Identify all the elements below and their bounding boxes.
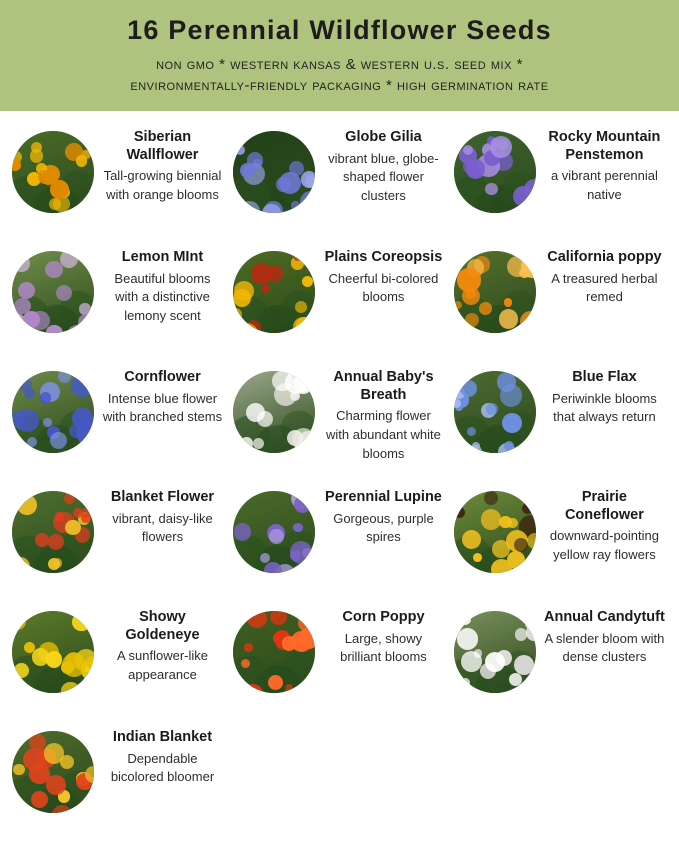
flower-description: Dependable bicolored bloomer: [110, 750, 215, 785]
flower-item: [8, 241, 229, 361]
flower-name: Plains Coreopsis: [324, 249, 443, 266]
flower-description: vibrant blue, globe-shaped flower clusters: [328, 150, 439, 204]
siberian-wallflower-photo: [12, 131, 94, 213]
lemon-mint-photo: [12, 251, 94, 333]
showy-goldeneye-photo: [12, 611, 94, 693]
flower-name: Cornflower: [124, 369, 201, 386]
flower-name: Blue Flax: [572, 369, 637, 386]
flower-description: Intense blue flower with branched stems: [102, 390, 223, 425]
flower-name: Lemon MInt: [121, 249, 204, 266]
cornflower-photo: [12, 371, 94, 453]
flower-name: Corn Poppy: [342, 609, 425, 626]
header-subtitle-line-1: non gmo * western kansas & western u.s. seed mix *: [156, 55, 523, 73]
flower-text: [315, 247, 446, 307]
page-title: 16 Perennial Wildflower Seeds: [127, 15, 552, 45]
flower-item: [229, 361, 450, 481]
flower-item: [8, 361, 229, 481]
flower-name: Blanket Flower: [110, 489, 215, 506]
flower-name: Indian Blanket: [112, 729, 213, 746]
flower-description: Beautiful blooms with a distinctive lemony scent: [114, 270, 211, 324]
flower-item: [229, 481, 450, 601]
flower-description: Charming flower with abundant white blooms: [325, 407, 441, 461]
flower-text: [315, 607, 446, 667]
flower-name: Globe Gilia: [345, 129, 422, 146]
flower-item: [8, 121, 229, 241]
flower-description: A slender bloom with dense clusters: [544, 630, 665, 665]
flower-description: Cheerful bi-colored blooms: [328, 270, 439, 305]
flower-description: a vibrant perennial native: [550, 167, 658, 202]
header-banner: [0, 0, 679, 111]
flower-text: [536, 127, 667, 204]
flower-item: [450, 241, 671, 361]
indian-blanket-photo: [12, 731, 94, 813]
flower-item: [229, 241, 450, 361]
globe-gilia-photo: [233, 131, 315, 213]
plains-coreopsis-photo: [233, 251, 315, 333]
flower-name: Perennial Lupine: [325, 489, 442, 506]
flower-description: A sunflower-like appearance: [116, 647, 208, 682]
flower-name: Rocky Mountain Penstemon: [548, 129, 661, 163]
flower-text: [315, 367, 446, 463]
flower-name: Showy Goldeneye: [125, 609, 200, 643]
annual-babys-breath-photo: [233, 371, 315, 453]
header-subtitle: [10, 54, 669, 98]
flower-text: [536, 607, 667, 667]
flower-item: [450, 481, 671, 601]
flower-grid: [0, 111, 679, 841]
flower-text: [315, 487, 446, 547]
flower-item: [450, 361, 671, 481]
flower-item: [450, 121, 671, 241]
blanket-flower-photo: [12, 491, 94, 573]
flower-description: Periwinkle blooms that always return: [552, 390, 657, 425]
corn-poppy-photo: [233, 611, 315, 693]
flower-text: [94, 247, 225, 326]
flower-item: [229, 601, 450, 721]
flower-description: Tall-growing biennial with orange blooms: [103, 167, 222, 202]
header-subtitle-line-2: environmentally-friendly packaging * high germination rate: [130, 77, 549, 95]
california-poppy-photo: [454, 251, 536, 333]
blue-flax-photo: [454, 371, 536, 453]
flower-name: Annual Baby's Breath: [333, 369, 434, 403]
flower-item: [8, 601, 229, 721]
flower-text: [94, 727, 225, 787]
flower-text: [94, 367, 225, 427]
flower-item: [450, 601, 671, 721]
flower-text: [536, 487, 667, 564]
flower-item: [8, 721, 229, 841]
flower-description: downward-pointing yellow ray flowers: [549, 527, 659, 562]
flower-description: Large, showy brilliant blooms: [340, 630, 427, 665]
flower-text: [315, 127, 446, 206]
flower-item: [229, 121, 450, 241]
flower-description: A treasured herbal remed: [551, 270, 658, 305]
flower-item: [8, 481, 229, 601]
flower-name: Prairie Coneflower: [564, 489, 644, 523]
flower-text: [536, 367, 667, 427]
flower-text: [536, 247, 667, 307]
flower-text: [94, 487, 225, 547]
flower-name: Siberian Wallflower: [126, 129, 199, 163]
flower-name: California poppy: [547, 249, 662, 266]
flower-description: Gorgeous, purple spires: [333, 510, 434, 545]
rocky-mountain-penstemon-photo: [454, 131, 536, 213]
annual-candytuft-photo: [454, 611, 536, 693]
flower-text: [94, 607, 225, 684]
flower-text: [94, 127, 225, 204]
prairie-coneflower-photo: [454, 491, 536, 573]
flower-description: vibrant, daisy-like flowers: [112, 510, 213, 545]
flower-name: Annual Candytuft: [544, 609, 665, 626]
perennial-lupine-photo: [233, 491, 315, 573]
